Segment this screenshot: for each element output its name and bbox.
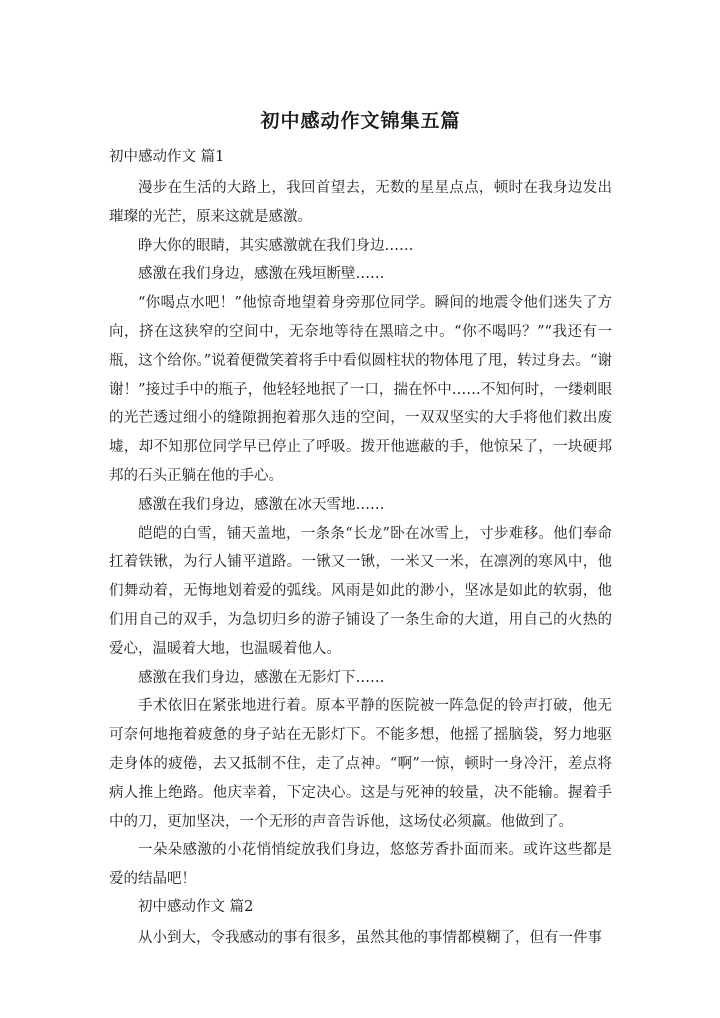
paragraph: 漫步在生活的大路上，我回首望去，无数的星星点点，顿时在我身边发出璀璨的光芒，原来这就是感激。 xyxy=(109,180,612,225)
paragraph: 感激在我们身边，感激在无影灯下…… xyxy=(138,669,385,686)
paragraph: 从小到大，令我感动的事有很多，虽然其他的事情都模糊了，但有一件事 xyxy=(138,929,602,946)
paragraph: 一朵朵感激的小花悄悄绽放我们身边，悠悠芳香扑面而来。或许这些都是爱的结晶吧！ xyxy=(109,842,612,888)
paragraph: 手术依旧在紧张地进行着。原本平静的医院被一阵急促的铃声打破，他无可奈何地拖着疲惫的身子站在无影灯下。不能多想，他摇了摇脑袋，努力地驱走身体的疲倦，去又抵制不住，走了点神。“啊”一惊，顿时一身冷汗，差点将病人推上绝路。他庆幸着，下定决心。这是与死神的较量，决不能输。握着手中的刀，更加坚决，一个无形的声音告诉他，这场仗必须赢。他做到了。 xyxy=(109,698,612,830)
paragraph: 皑皑的白雪，铺天盖地，一条条“长龙”卧在冰雪上，寸步难移。他们奉命扛着铁锹，为行人铺平道路。一锹又一锹，一米又一米，在凛冽的寒风中，他们舞动着，无悔地划着爱的弧线。风雨是如此的渺小，坚冰是如此的软弱，他们用自己的双手，为急切归乡的游子铺设了一条生命的大道，用自己的火热的爱心，温暖着大地，也温暖着他人。 xyxy=(109,525,612,657)
section-1 xyxy=(109,144,612,894)
paragraph: 感激在我们身边，感激在残垣断壁…… xyxy=(138,266,385,283)
section-heading: 初中感动作文 篇2 xyxy=(138,898,254,915)
document-title: 初中感动作文锦集五篇 xyxy=(260,110,461,132)
section-heading: 初中感动作文 篇1 xyxy=(109,149,225,165)
section-2 xyxy=(109,894,612,953)
paragraph: 感激在我们身边，感激在冰天雪地…… xyxy=(138,496,385,513)
paragraph: “你喝点水吧！”他惊奇地望着身旁那位同学。瞬间的地震令他们迷失了方向，挤在这狭窄的空间中，无奈地等待在黑暗之中。“你不喝吗？”“我还有一瓶，这个给你。”说着便微笑着将手中看似圆柱状的物体甩了甩，转过身去。“谢谢！”接过手中的瓶子，他轻轻地抿了一口，揣在怀中……不知何时，一缕刺眼的光芒透过细小的缝隙拥抱着那久违的空间，一双双坚实的大手将他们救出废墟，却不知那位同学早已停止了呼吸。拨开他遮蔽的手，他惊呆了，一块硬邦邦的石头正躺在他的手心。 xyxy=(109,295,612,484)
paragraph: 睁大你的眼睛，其实感激就在我们身边…… xyxy=(138,237,414,254)
